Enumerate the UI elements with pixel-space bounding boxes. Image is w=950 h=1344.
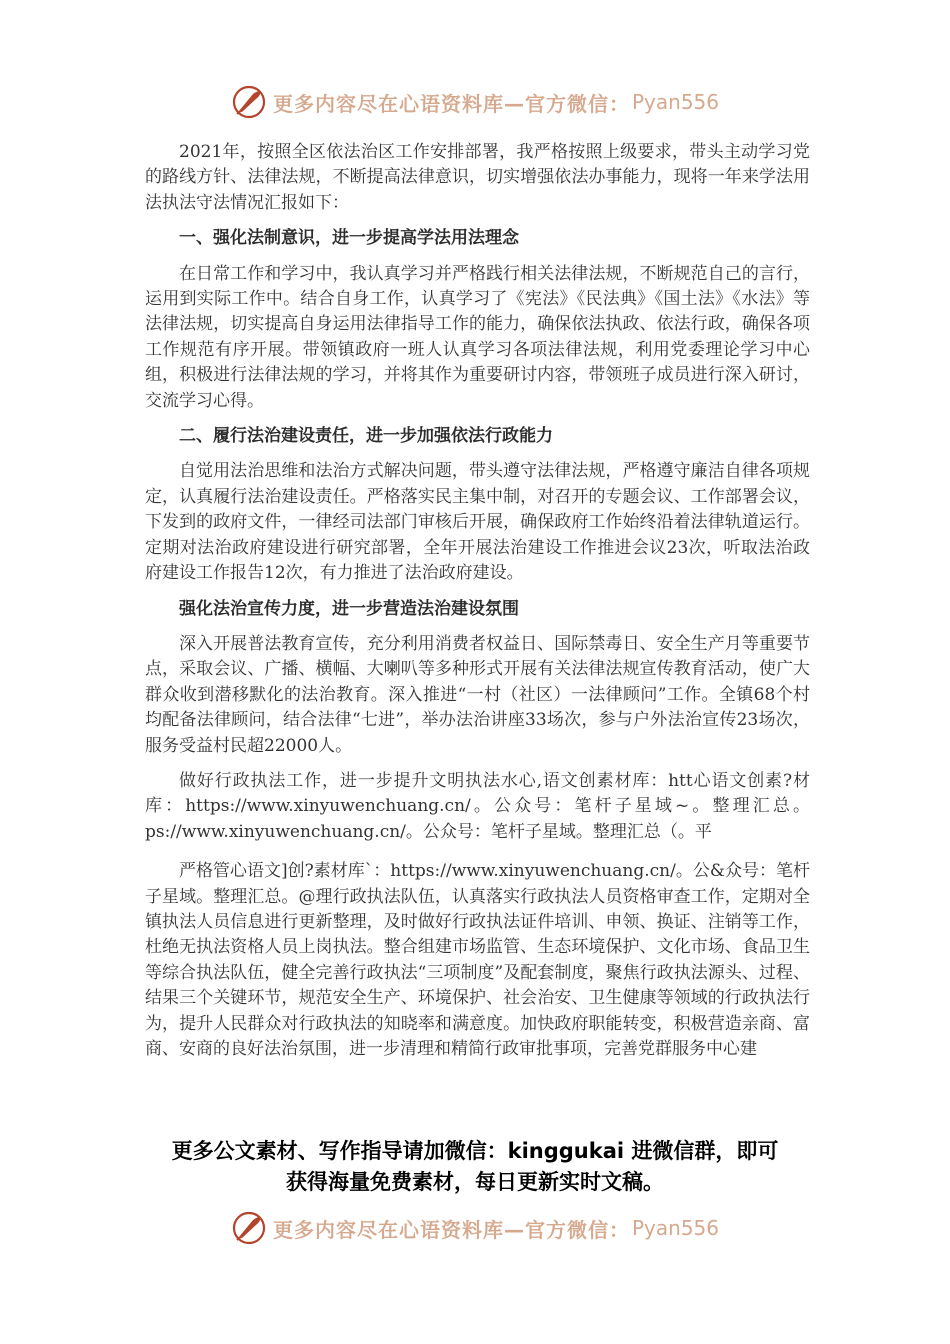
section-4-intro-paragraph: 做好行政执法工作，进一步提升文明执法水心,语文创素材库：htt心语文创素?材库：https://www.xinyuwenchuang.cn/。公众号：笔杆子星域~。整理汇总。ps://www.xinyuwenchuang.cn/。公众号：笔杆子星域。整理汇总（。平: [145, 770, 810, 842]
section-2-paragraph: 自觉用法治思维和法治方式解决问题，带头遵守法律法规，严格遵守廉洁自律各项规定，认真履行法治建设责任。严格落实民主集中制，对召开的专题会议、工作部署会议，下发到的政府文件，一律经司法部门审核后开展，确保政府工作始终沿着法律轨道运行。定期对法治政府建设进行研究部署，全年开展法治建设工作推进会议23次，听取法治政府建设工作报告12次，有力推进了法治政府建设。: [145, 461, 810, 584]
footer-notice-line-1: 更多公文素材、写作指导请加微信：kinggukai 进微信群，即可: [171, 1139, 779, 1163]
intro-paragraph: 2021年，按照全区依法治区工作安排部署，我严格按照上级要求，带头主动学习党的路线方针、法律法规，不断提高法律意识，切实增强依法办事能力，现将一年来学法用法执法守法情况汇报如下：: [145, 142, 810, 213]
footer-banner: [0, 1208, 950, 1248]
section-3-paragraph: 深入开展普法教育宣传，充分利用消费者权益日、国际禁毒日、安全生产月等重要节点，采取会议、广播、横幅、大喇叭等多种形式开展有关法律法规宣传教育活动，使广大群众收到潜移默化的法治教育。深入推进“一村（社区）一法律顾问”工作。全镇68个村均配备法律顾问，结合法律“七进”，举办法治讲座33场次，参与户外法治宣传23场次，服务受益村民超22000人。: [145, 633, 810, 756]
document-body: [145, 140, 810, 1072]
quill-logo-icon: [231, 1210, 267, 1246]
section-1-paragraph: 在日常工作和学习中，我认真学习并严格践行相关法律法规，不断规范自己的言行，运用到实际工作中。结合自身工作，认真学习了《宪法》《民法典》《国土法》《水法》等法律法规，切实提高自身运用法律指导工作的能力，确保依法执政、依法行政，确保各项工作规范有序开展。带领镇政府一班人认真学习各项法律法规，利用党委理论学习中心组，积极进行法律法规的学习，并将其作为重要研讨内容，带领班子成员进行深入研讨，交流学习心得。: [145, 263, 810, 411]
header-banner-handle: Pyan556: [631, 90, 719, 114]
section-4-paragraph: 严格管心语文]创?素材库`：https://www.xinyuwenchuang.cn/。公&众号：笔杆子星域。整理汇总。@理行政执法队伍，认真落实行政执法人员资格审查工作，定期对全镇执法人员信息进行更新整理，及时做好行政执法证件培训、申领、换证、注销等工作，杜绝无执法资格人员上岗执法。整合组建市场监管、生态环境保护、文化市场、食品卫生等综合执法队伍，健全完善行政执法“三项制度”及配套制度，聚焦行政执法源头、过程、结果三个关键环节，规范安全生产、环境保护、社会治安、卫生健康等领域的行政执法行为，提升人民群众对行政执法的知晓率和满意度。加快政府职能转变，积极营造亲商、富商、安商的良好法治氛围，进一步清理和精简行政审批事项，完善党群服务中心建: [145, 861, 810, 1059]
footer-banner-handle: Pyan556: [631, 1216, 719, 1240]
footer-notice-line-2: 获得海量免费素材，每日更新实时文稿。: [286, 1170, 664, 1194]
footer-notice: [0, 1136, 950, 1198]
header-banner: [0, 82, 950, 122]
footer-banner-text: 更多内容尽在心语资料库—官方微信：: [272, 1217, 630, 1242]
quill-logo-icon: [231, 84, 267, 120]
section-heading-1: 一、强化法制意识，进一步提高学法用法理念: [179, 228, 519, 249]
section-heading-3: 强化法治宣传力度，进一步营造法治建设氛围: [179, 598, 519, 619]
section-heading-2: 二、履行法治建设责任，进一步加强依法行政能力: [179, 426, 553, 447]
header-banner-text: 更多内容尽在心语资料库—官方微信：: [272, 91, 630, 116]
